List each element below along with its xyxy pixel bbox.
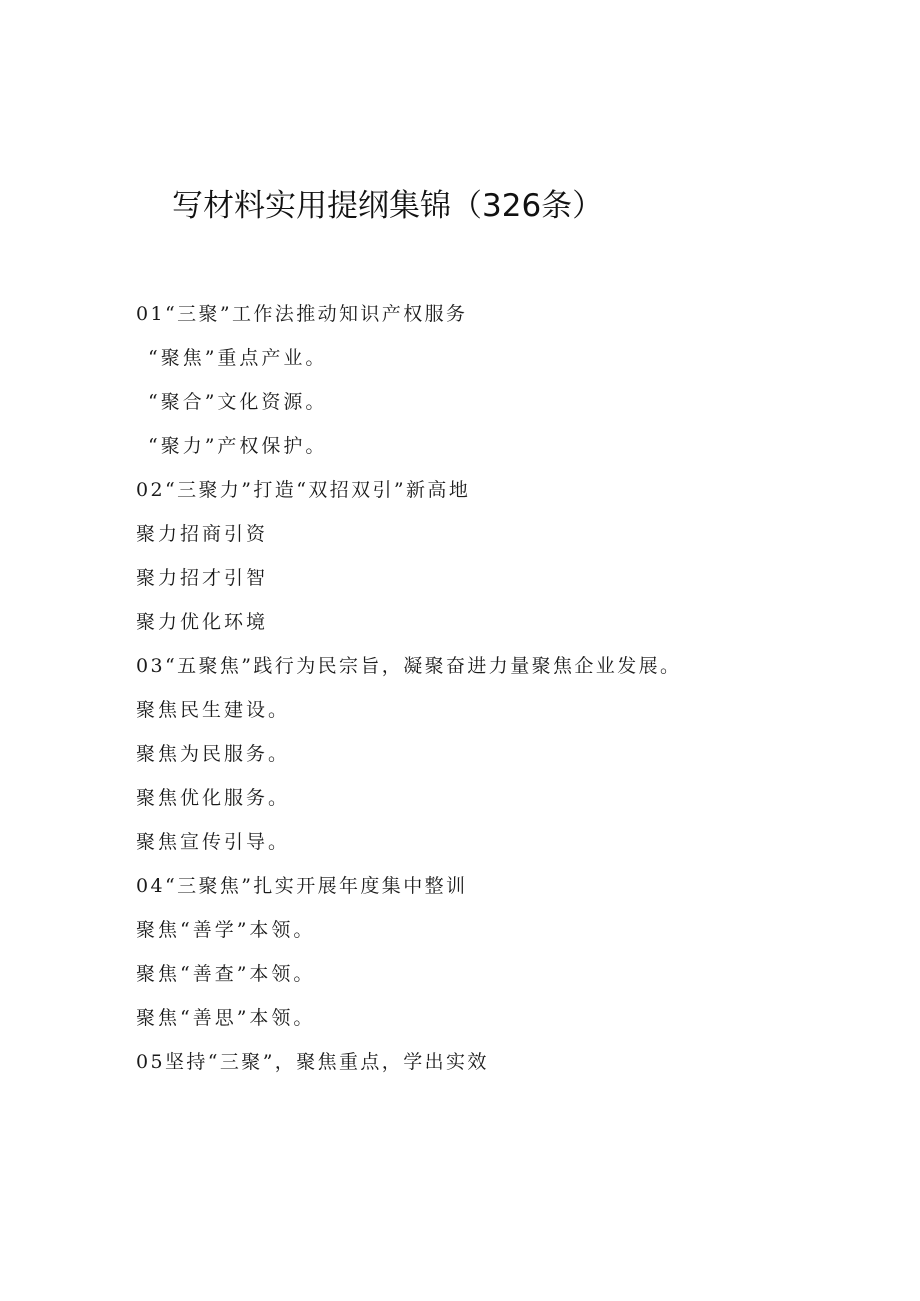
list-item: 聚力招才引智 <box>136 567 269 589</box>
list-item: “聚焦”重点产业。 <box>148 347 328 369</box>
section-heading-04: 04“三聚焦”扎实开展年度集中整训 <box>136 875 468 897</box>
section-heading-01: 01“三聚”工作法推动知识产权服务 <box>136 303 468 325</box>
document-title: 写材料实用提纲集锦（326条） <box>172 188 604 224</box>
list-item: 聚焦为民服务。 <box>136 743 291 765</box>
list-item: 聚焦宣传引导。 <box>136 831 291 853</box>
section-heading-05: 05坚持“三聚”，聚焦重点，学出实效 <box>136 1051 489 1073</box>
list-item: 聚焦“善学”本领。 <box>136 919 316 941</box>
list-item: “聚力”产权保护。 <box>148 435 328 457</box>
list-item: 聚力优化环境 <box>136 611 269 633</box>
section-heading-02: 02“三聚力”打造“双招双引”新高地 <box>136 479 471 501</box>
list-item: 聚焦“善查”本领。 <box>136 963 316 985</box>
list-item: 聚焦民生建设。 <box>136 699 291 721</box>
list-item: 聚焦优化服务。 <box>136 787 291 809</box>
list-item: 聚焦“善思”本领。 <box>136 1007 316 1029</box>
list-item: 聚力招商引资 <box>136 523 269 545</box>
section-heading-03: 03“五聚焦”践行为民宗旨，凝聚奋进力量聚焦企业发展。 <box>136 655 682 677</box>
list-item: “聚合”文化资源。 <box>148 391 328 413</box>
